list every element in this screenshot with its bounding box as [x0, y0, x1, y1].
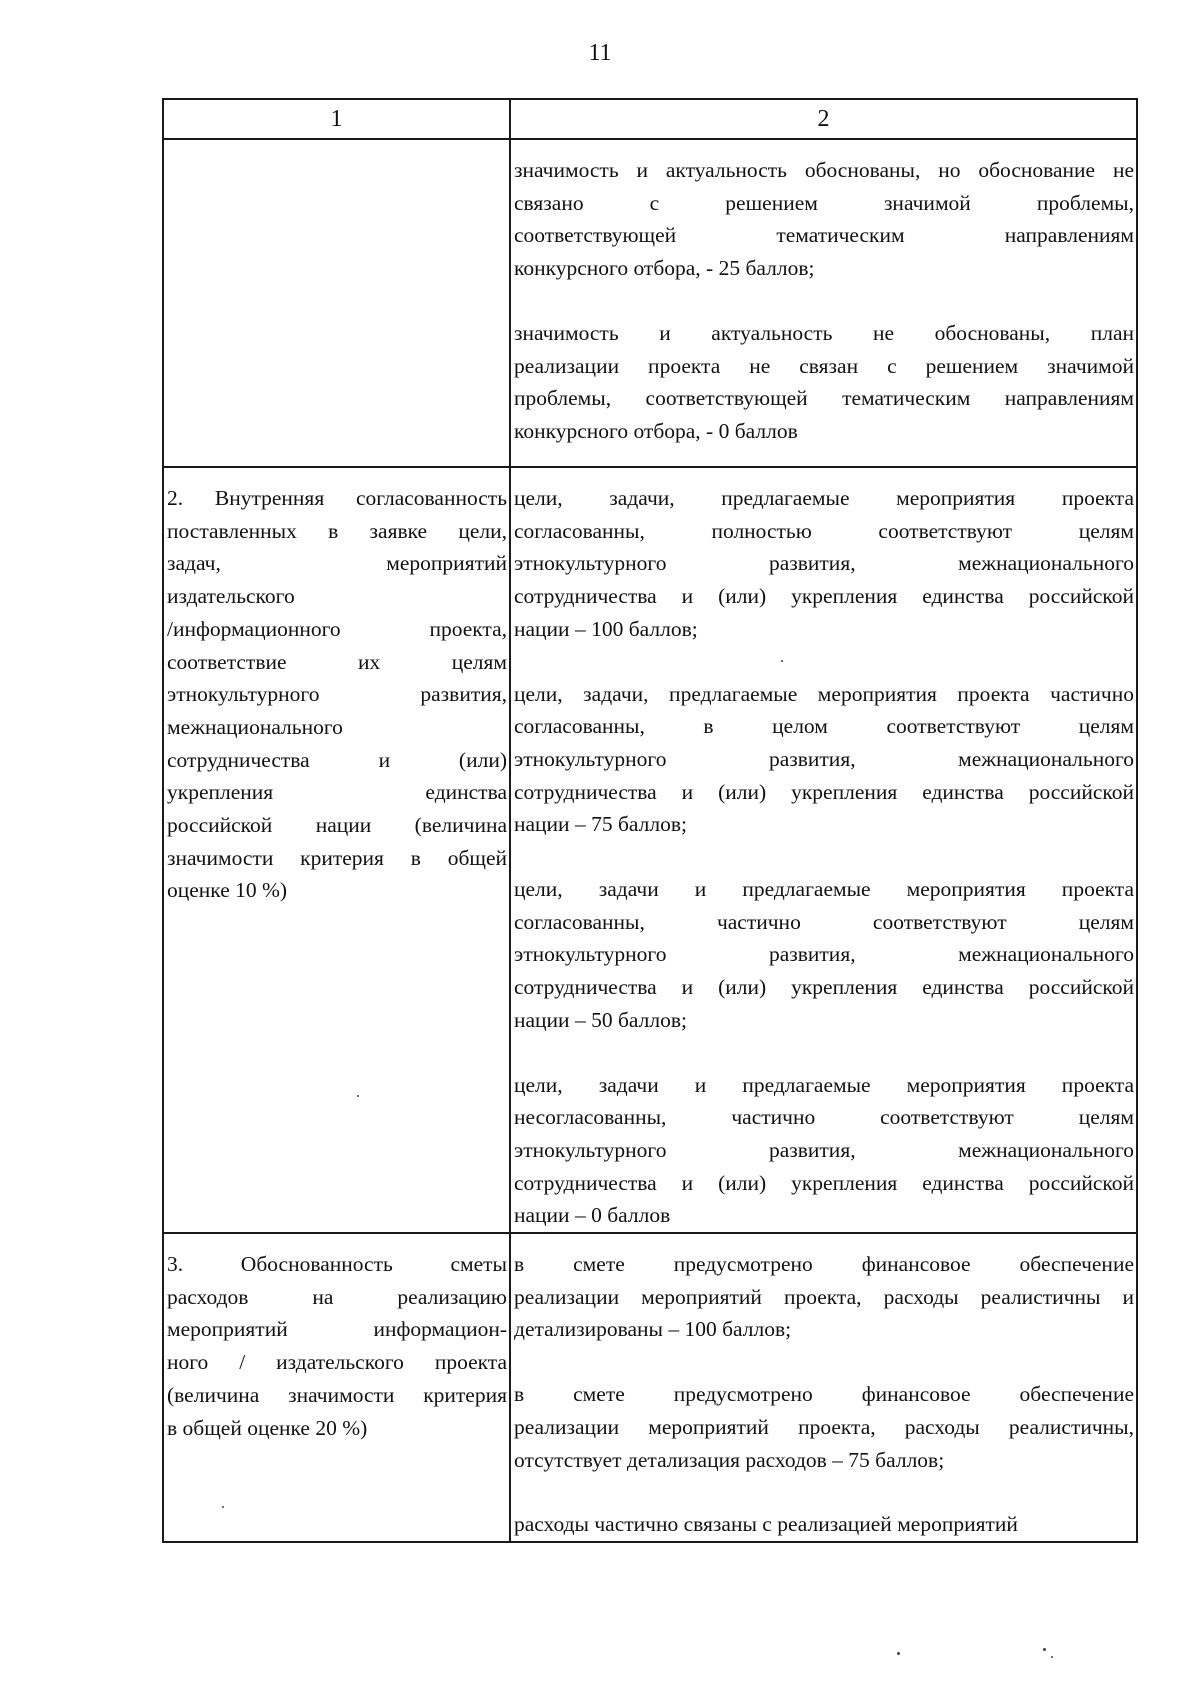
criterion-cell — [163, 1233, 510, 1542]
criterion-cell — [163, 139, 510, 467]
score-option — [514, 1508, 1134, 1541]
score-option — [514, 482, 1134, 646]
score-option — [514, 1248, 1134, 1346]
column-header-2: 2 — [510, 99, 1137, 139]
text-line: укрепления единства — [167, 780, 507, 805]
criterion-text — [167, 1248, 507, 1444]
text-line: реализации проекта не связан с решением значимой — [514, 353, 1134, 378]
text-line: поставленных в заявке цели, — [167, 518, 507, 543]
text-line: расходов на реализацию — [167, 1284, 507, 1309]
text-line: соответствующей тематическим направлениям — [514, 223, 1134, 248]
text-line: цели, задачи, предлагаемые мероприятия проекта — [514, 486, 1134, 510]
text-line: этнокультурного развития, — [167, 682, 507, 707]
text-line: отсутствует детализация расходов – 75 баллов; — [514, 1447, 945, 1472]
text-line: значимость и актуальность обоснованы, но обоснование не — [514, 158, 1134, 182]
text-line: значимости критерия в общей — [167, 845, 507, 870]
table-row — [163, 1233, 1137, 1542]
scan-speck — [781, 660, 783, 662]
text-line: конкурсного отбора, - 25 баллов; — [514, 256, 815, 281]
text-line: 3. Обоснованность сметы — [167, 1252, 507, 1277]
text-line: сотрудничества и (или) укрепления единства российской — [514, 1170, 1134, 1195]
text-line: детализированы – 100 баллов; — [514, 1317, 792, 1342]
text-line: мероприятий информацион- — [167, 1317, 507, 1342]
scan-speck — [1043, 1648, 1046, 1651]
text-line: сотрудничества и (или) укрепления единства российской — [514, 779, 1134, 804]
text-line: реализации мероприятий проекта, расходы реалистичны, — [514, 1414, 1134, 1439]
text-line: задач, мероприятий — [167, 551, 507, 576]
text-line: этнокультурного развития, межнационального — [514, 746, 1134, 771]
text-line: ного / издательского проекта — [167, 1350, 507, 1375]
table-row — [163, 139, 1137, 467]
text-line: согласованны, частично соответствуют целям — [514, 909, 1134, 934]
text-line: в смете предусмотрено финансовое обеспечение — [514, 1252, 1134, 1277]
criterion-cell — [163, 467, 510, 1233]
text-line: сотрудничества и (или) — [167, 747, 507, 772]
scores-cell — [510, 467, 1137, 1233]
text-line: нации – 75 баллов; — [514, 812, 687, 837]
text-line: несогласованны, частично соответствуют целям — [514, 1105, 1134, 1130]
text-line: 2. Внутренняя согласованность — [167, 486, 507, 510]
text-line: конкурсного отбора, - 0 баллов — [514, 418, 798, 443]
scores-cell — [510, 1233, 1137, 1542]
text-line: межнационального — [167, 714, 343, 739]
scan-speck — [357, 1095, 359, 1097]
text-line: этнокультурного развития, межнационального — [514, 551, 1134, 576]
text-line: нации – 100 баллов; — [514, 616, 698, 641]
text-line: сотрудничества и (или) укрепления единства российской — [514, 975, 1134, 1000]
criteria-table — [162, 98, 1138, 1543]
text-line: российской нации (величина — [167, 813, 507, 838]
score-option — [514, 317, 1134, 448]
scores-cell — [510, 139, 1137, 467]
text-line: проблемы, соответствующей тематическим направлениям — [514, 386, 1134, 411]
text-line: оценке 10 %) — [167, 878, 288, 903]
scan-speck — [222, 1506, 224, 1508]
text-line: цели, задачи и предлагаемые мероприятия проекта — [514, 877, 1134, 902]
score-option — [514, 873, 1134, 1037]
text-line: (величина значимости критерия — [167, 1382, 507, 1407]
scan-speck — [897, 1652, 900, 1655]
page-number: 11 — [588, 40, 612, 66]
text-line: согласованны, в целом соответствуют целям — [514, 714, 1134, 739]
text-line: этнокультурного развития, межнационального — [514, 1137, 1134, 1162]
text-line: согласованны, полностью соответствуют целям — [514, 518, 1134, 543]
column-header-1: 1 — [163, 99, 510, 139]
text-line: цели, задачи, предлагаемые мероприятия проекта частично — [514, 681, 1134, 706]
text-line: реализации мероприятий проекта, расходы реалистичны и — [514, 1284, 1134, 1309]
text-line: в общей оценке 20 %) — [167, 1415, 368, 1440]
table-header-row — [163, 99, 1137, 139]
text-line: расходы частично связаны с реализацией мероприятий — [514, 1512, 1018, 1537]
text-line: связано с решением значимой проблемы, — [514, 190, 1134, 215]
text-line: издательского — [167, 584, 295, 609]
text-line: нации – 50 баллов; — [514, 1007, 687, 1032]
score-option — [514, 678, 1134, 842]
scan-speck — [1051, 1656, 1053, 1658]
text-line: этнокультурного развития, межнационального — [514, 942, 1134, 967]
text-line: значимость и актуальность не обоснованы, план — [514, 320, 1134, 345]
table-row — [163, 467, 1137, 1233]
score-option — [514, 154, 1134, 285]
text-line: цели, задачи и предлагаемые мероприятия проекта — [514, 1072, 1134, 1097]
score-option — [514, 1378, 1134, 1476]
text-line: соответствие их целям — [167, 649, 507, 674]
text-line: сотрудничества и (или) укрепления единства российской — [514, 584, 1134, 609]
score-option — [514, 1069, 1134, 1233]
criterion-text — [167, 482, 507, 907]
text-line: нации – 0 баллов — [514, 1203, 671, 1228]
text-line: /информационного проекта, — [167, 616, 507, 641]
text-line: в смете предусмотрено финансовое обеспечение — [514, 1382, 1134, 1407]
